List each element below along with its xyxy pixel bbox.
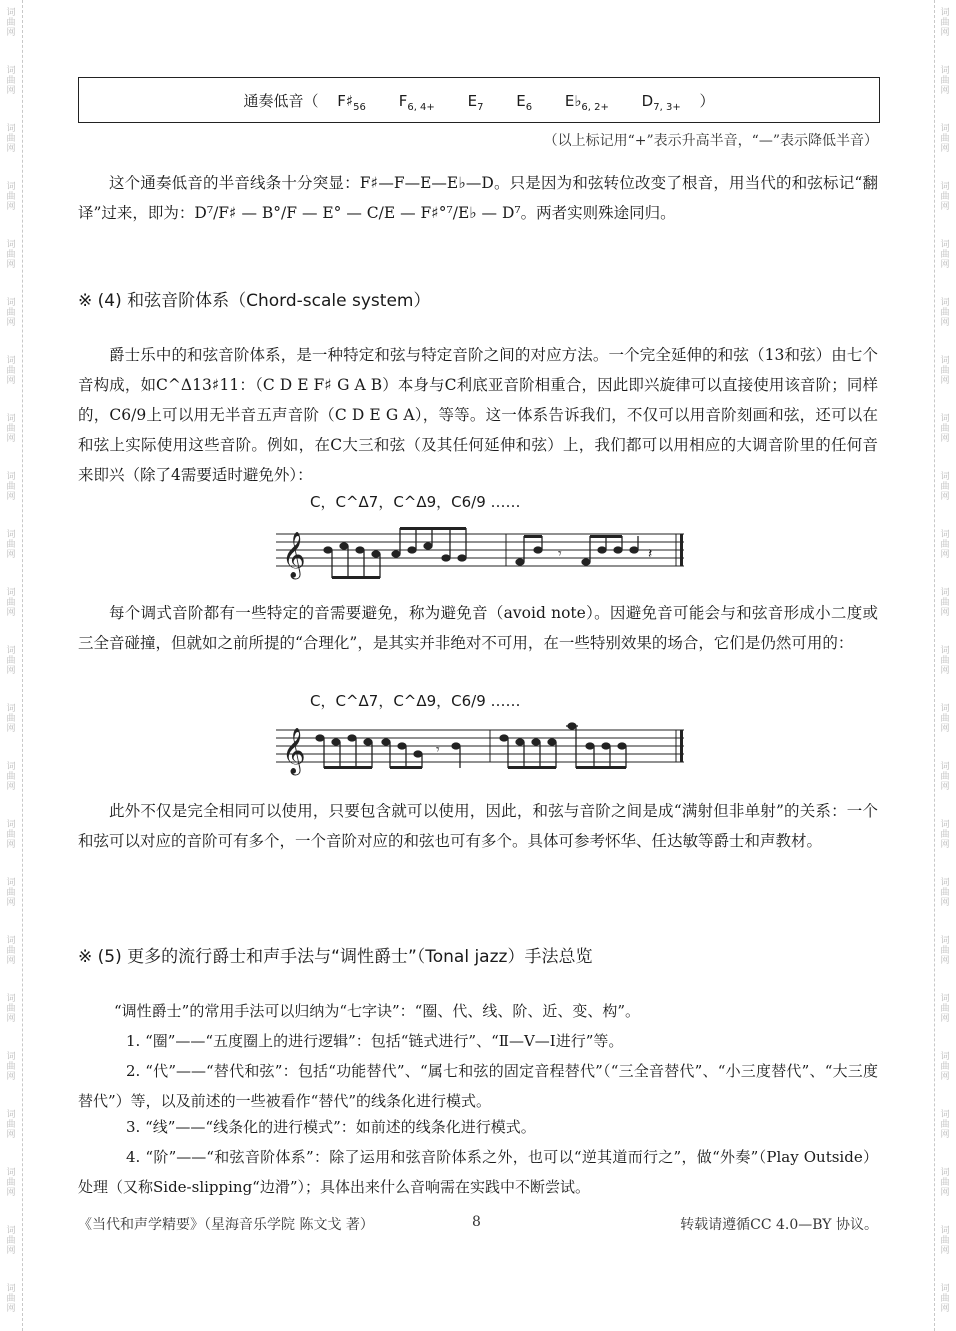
- watermark-stamp: 词 曲 网: [6, 936, 16, 966]
- section-heading-5: ※ (5) 更多的流行爵士和声手法与“调性爵士”（Tonal jazz）手法总览: [78, 947, 593, 967]
- watermark-stamp: 词 曲 网: [940, 8, 950, 38]
- paragraph-surjection: 此外不仅是完全相同可以使用，只要包含就可以使用，因此，和弦与音阶之间是成“满射但非单射”的关系：一个和弦可以对应的音阶可有多个，一个音阶对应的和弦也可有多个。具体可参考怀华、任达敏等爵士和声教材。: [78, 802, 878, 850]
- watermark-stamp: 词 曲 网: [940, 878, 950, 908]
- watermark-stamp: 词 曲 网: [6, 1284, 16, 1314]
- watermark-stamp: 词 曲 网: [6, 588, 16, 618]
- watermark-stamp: 词 曲 网: [940, 820, 950, 850]
- watermark-stamp: 词 曲 网: [6, 472, 16, 502]
- notation-note: （以上标记用“+”表示升高半音，“—”表示降低半音）: [543, 133, 878, 149]
- chord-caption-1: C，C^Δ7，C^Δ9，C6/9 ……: [310, 493, 521, 511]
- chord-caption-2: C，C^Δ7，C^Δ9，C6/9 ……: [310, 692, 521, 710]
- chord-6: $D_{7, 3+}$: [641, 92, 681, 113]
- chord-4: $E_6$: [516, 92, 533, 113]
- paragraph-chord-scale: 爵士乐中的和弦音阶体系，是一种特定和弦与特定音阶之间的对应方法。一个完全延伸的和弦（13和弦）由七个音构成，如C^Δ13♯11：（C D E F♯ G A B）本身与C利底亚音阶相重合，因此即兴旋律可以直接使用该音阶；同样的，C6/9上可以用无半音五声音阶（C D E G A），等等。这一体系告诉我们，不仅可以用音阶刻画和弦，还可以在和弦上实际使用这些音阶。例如，在C大三和弦（及其任何延伸和弦）上，我们都可以用相应的大调音阶里的任何音来即兴（除了4需要适时避免外）：: [78, 346, 878, 484]
- watermark-stamp: 词 曲 网: [940, 1110, 950, 1140]
- left-margin-guide: [22, 0, 43, 1331]
- figured-bass-box: [78, 77, 880, 123]
- watermark-stamp: 词 曲 网: [940, 1168, 950, 1198]
- watermark-stamp: 词 曲 网: [6, 530, 16, 560]
- watermark-stamp: 词 曲 网: [940, 66, 950, 96]
- watermark-stamp: 词 曲 网: [940, 1284, 950, 1314]
- list-item-substitute: 2. “代”——“替代和弦”：包括“功能替代”、“属七和弦的固定音程替代”（“三全音替代”、“小三度替代”、“大三度替代”）等，以及前述的一些被看作“替代”的线条化进行模式。: [78, 1062, 878, 1110]
- list-item-circle: 1. “圈”——“五度圈上的进行逻辑”：包括“链式进行”、“Ⅱ—Ⅴ—Ⅰ进行”等。: [126, 1032, 624, 1050]
- watermark-stamp: 词 曲 网: [6, 298, 16, 328]
- watermark-stamp: 词 曲 网: [6, 646, 16, 676]
- watermark-stamp: 词 曲 网: [940, 124, 950, 154]
- treble-clef-icon: 𝄞: [282, 728, 306, 774]
- section-heading-4: ※ (4) 和弦音阶体系（Chord-scale system）: [78, 291, 431, 311]
- svg-text:𝄾: 𝄾: [436, 742, 440, 758]
- figured-bass-suffix: ）: [699, 92, 715, 110]
- list-item-scale: 4. “阶”——“和弦音阶体系”：除了运用和弦音阶体系之外，也可以“逆其道而行之”，做“外奏”（Play Outside）处理（又称Side-slipping“边滑”）；具体出来什么音响需在实践中不断尝试。: [78, 1148, 878, 1196]
- watermark-stamp: 词 曲 网: [6, 1226, 16, 1256]
- watermark-stamp: 词 曲 网: [6, 182, 16, 212]
- watermark-stamp: 词 曲 网: [940, 1052, 950, 1082]
- watermark-stamp: 词 曲 网: [6, 356, 16, 386]
- footer-book-title: 《当代和声学精要》（星海音乐学院 陈文戈 著）: [78, 1217, 374, 1233]
- chord-5: $E♭_{6, 2+}$: [564, 92, 609, 113]
- watermark-stamp: 词 曲 网: [940, 762, 950, 792]
- watermark-stamp: 词 曲 网: [6, 124, 16, 154]
- watermark-stamp: 词 曲 网: [940, 646, 950, 676]
- watermark-stamp: 词 曲 网: [940, 414, 950, 444]
- watermark-stamp: 词 曲 网: [6, 8, 16, 38]
- watermark-stamp: 词 曲 网: [6, 762, 16, 792]
- chord-1: $F♯_{56}$: [337, 92, 366, 113]
- watermark-stamp: 词 曲 网: [6, 994, 16, 1024]
- watermark-stamp: 词 曲 网: [940, 298, 950, 328]
- watermark-stamp: 词 曲 网: [940, 530, 950, 560]
- watermark-stamp: 词 曲 网: [940, 472, 950, 502]
- watermark-stamp: 词 曲 网: [6, 414, 16, 444]
- watermark-stamp: 词 曲 网: [6, 1168, 16, 1198]
- treble-clef-icon: 𝄞: [282, 532, 306, 578]
- paragraph-avoid-note: 每个调式音阶都有一些特定的音需要避免，称为避免音（avoid note）。因避免音可能会与和弦音形成小二度或三全音碰撞，但就如之前所提的“合理化”，是其实并非绝对不可用，在一些特别效果的场合，它们是仍然可用的：: [78, 604, 878, 652]
- svg-text:𝄾: 𝄾: [558, 546, 562, 562]
- watermark-stamp: 词 曲 网: [940, 356, 950, 386]
- watermark-stamp: 词 曲 网: [6, 704, 16, 734]
- watermark-stamp: 词 曲 网: [940, 936, 950, 966]
- watermark-stamp: 词 曲 网: [940, 588, 950, 618]
- list-item-line: 3. “线”——“线条化的进行模式”：如前述的线条化进行模式。: [126, 1118, 536, 1136]
- watermark-stamp: 词 曲 网: [940, 994, 950, 1024]
- watermark-stamp: 词 曲 网: [940, 704, 950, 734]
- paragraph-seven-tips: “调性爵士”的常用手法可以归纳为“七字诀”：“圈、代、线、阶、近、变、构”。: [114, 1002, 641, 1020]
- watermark-stamp: 词 曲 网: [940, 1226, 950, 1256]
- watermark-stamp: 词 曲 网: [6, 66, 16, 96]
- watermark-stamp: 词 曲 网: [940, 182, 950, 212]
- watermark-stamp: 词 曲 网: [6, 240, 16, 270]
- chord-2: $F_{6, 4+}$: [398, 92, 435, 113]
- watermark-stamp: 词 曲 网: [6, 1052, 16, 1082]
- watermark-stamp: 词 曲 网: [6, 1110, 16, 1140]
- watermark-stamp: 词 曲 网: [6, 820, 16, 850]
- footer-page-number: 8: [472, 1214, 481, 1230]
- footer-license: 转载请遵循CC 4.0—BY 协议。: [680, 1217, 878, 1233]
- watermark-stamp: 词 曲 网: [6, 878, 16, 908]
- watermark-stamp: 词 曲 网: [940, 240, 950, 270]
- chord-3: $E_7$: [467, 92, 484, 113]
- figured-bass-line: [79, 90, 879, 113]
- figured-bass-prefix: 通奏低音（: [243, 92, 319, 110]
- music-example-1: [276, 520, 688, 582]
- music-example-2: [276, 716, 688, 778]
- paragraph-chromatic-bass: 这个通奏低音的半音线条十分突显：F♯—F—E—E♭—D。只是因为和弦转位改变了根音，用当代的和弦标记“翻译”过来，即为：D⁷/F♯ — B°/F — E° — C/E — F♯°⁷/E♭ — D⁷。两者实则殊途同归。: [78, 174, 878, 222]
- svg-text:𝄽: 𝄽: [648, 546, 653, 562]
